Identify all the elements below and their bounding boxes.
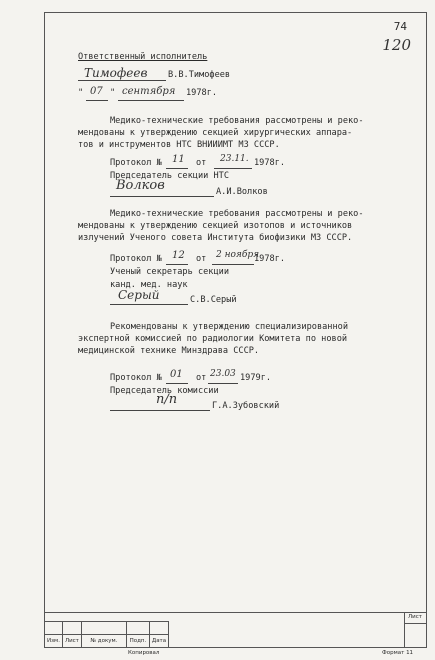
- block1-protocol-number-line: [166, 168, 188, 169]
- sheet-box-separator: [405, 623, 427, 624]
- block3-line-1: Рекомендованы к утверждению специализированной: [110, 322, 348, 332]
- block1-line-2: мендованы к утверждению секцией хирургических аппара-: [78, 128, 353, 138]
- block1-chair-title: Председатель секции НТС: [110, 171, 229, 181]
- revision-cell: [45, 622, 63, 635]
- block2-line-3: излучений Ученого совета Института биофизики МЗ СССР.: [78, 233, 353, 243]
- quote-close: ": [110, 88, 116, 98]
- responsible-date-month: сентября: [122, 86, 176, 97]
- block1-protocol-number: 11: [172, 154, 185, 165]
- block3-line-2: экспертной комиссией по радиологии Комитета по новой: [78, 334, 348, 344]
- block1-line-1: Медико-технические требования рассмотрены и реко-: [110, 116, 364, 126]
- block3-line-3: медицинской технике Минздрава СССР.: [78, 346, 260, 356]
- block3-protocol-date: 23.03: [210, 369, 236, 379]
- block1-protocol-from: от: [196, 158, 207, 168]
- block2-protocol-label: Протокол №: [110, 254, 162, 264]
- block2-protocol-year: 1978г.: [254, 254, 286, 264]
- block3-protocol-from: от: [196, 373, 207, 383]
- title-block-top-line: [44, 612, 427, 613]
- page-number: 74: [393, 20, 407, 33]
- block3-protocol-number-line: [166, 383, 188, 384]
- block2-degree: канд. мед. наук: [110, 280, 188, 290]
- block3-signature-line: [110, 410, 210, 411]
- date-month-line: [118, 100, 184, 101]
- block1-protocol-label: Протокол №: [110, 158, 162, 168]
- revision-col-date: Дата: [149, 635, 168, 648]
- block2-line-2: мендованы к утверждению секцией изотопов и источников: [78, 221, 353, 231]
- block2-secretary-name: С.В.Серый: [190, 295, 237, 305]
- block2-secretary-title: Ученый секретарь секции: [110, 267, 229, 277]
- block3-signature: п/п: [156, 392, 178, 407]
- responsible-date-year: 1978г.: [186, 88, 218, 98]
- block1-chair-name: А.И.Волков: [216, 187, 268, 197]
- responsible-date-day: 07: [90, 86, 103, 97]
- block1-protocol-date-line: [214, 168, 252, 169]
- format-label: Формат 11: [382, 650, 414, 656]
- block1-signature: Волков: [116, 178, 165, 193]
- revision-col-document: № докум.: [81, 635, 126, 648]
- block1-line-3: тов и инструментов НТС ВНИИИМТ МЗ СССР.: [78, 140, 280, 150]
- block1-protocol-year: 1978г.: [254, 158, 286, 168]
- block2-line-1: Медико-технические требования рассмотрены и реко-: [110, 209, 364, 219]
- revision-col-sheet: Лист: [62, 635, 81, 648]
- responsible-title: Ответственный исполнитель: [78, 52, 208, 62]
- block3-protocol-date-line: [208, 383, 238, 384]
- block1-signature-line: [110, 196, 214, 197]
- block2-protocol-number-line: [166, 264, 188, 265]
- block3-chair-title: Председатель комиссии: [110, 386, 219, 396]
- revision-cell: [149, 622, 168, 635]
- signature-line: [78, 80, 166, 81]
- revision-cell: [81, 622, 126, 635]
- block2-signature: Серый: [118, 288, 160, 302]
- revision-cell: [62, 622, 81, 635]
- block3-protocol-year: 1979г.: [240, 373, 272, 383]
- title-block: [44, 598, 427, 648]
- copied-label: Копировал: [128, 650, 160, 656]
- responsible-name: В.В.Тимофеев: [168, 70, 231, 80]
- block2-protocol-date-line: [212, 264, 254, 265]
- block3-protocol-number: 01: [170, 369, 183, 380]
- block2-protocol-number: 12: [172, 250, 185, 261]
- block2-protocol-from: от: [196, 254, 207, 264]
- date-day-line: [86, 100, 108, 101]
- sheet-box: [404, 612, 427, 647]
- block2-protocol-date: 2 ноября: [216, 250, 260, 260]
- quote-open: ": [78, 88, 84, 98]
- revision-cell: [126, 622, 149, 635]
- revision-col-signature: Подп.: [126, 635, 149, 648]
- block2-signature-line: [110, 304, 188, 305]
- block1-protocol-date: 23.11.: [220, 154, 249, 164]
- block3-protocol-label: Протокол №: [110, 373, 162, 383]
- block3-chair-name: Г.А.Зубовский: [212, 401, 280, 411]
- responsible-signature: Тимофеев: [84, 66, 148, 80]
- handwritten-number: 120: [382, 36, 411, 54]
- revision-table: [44, 621, 169, 648]
- revision-col-change: Изм.: [45, 635, 63, 648]
- sheet-label: Лист: [408, 614, 422, 620]
